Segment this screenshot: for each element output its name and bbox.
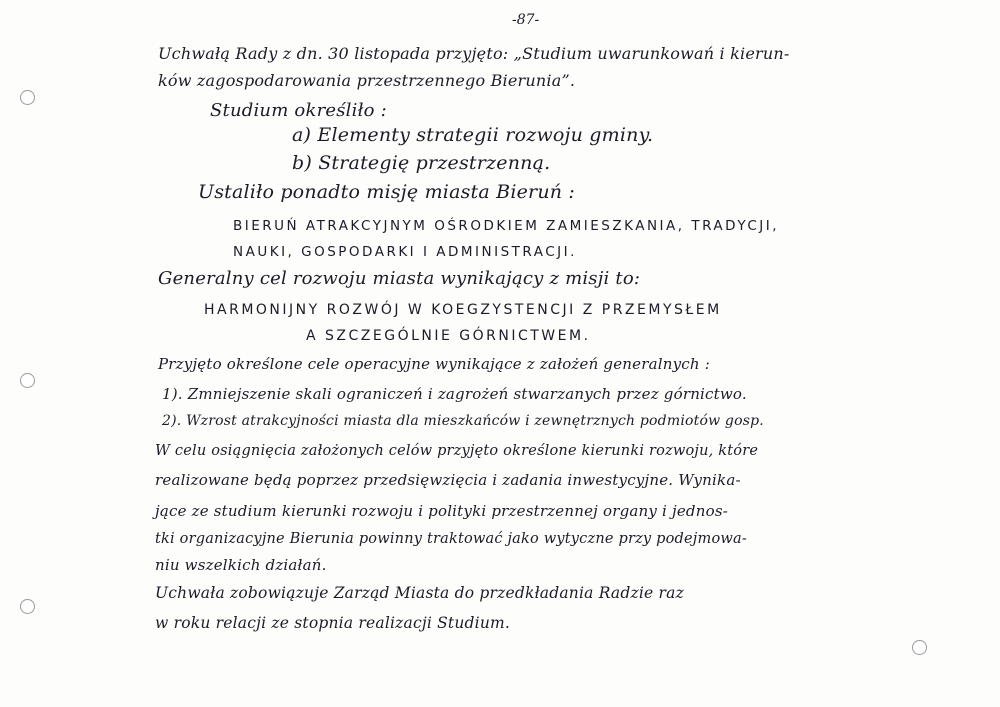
page-number: -87- (512, 12, 540, 28)
operational-goal-1: 1). Zmniejszenie skali ograniczeń i zagrożeń stwarzanych przez górnictwo. (162, 385, 747, 403)
mission-heading: Ustaliło ponadto misję miasta Bieruń : (198, 181, 576, 203)
directions-line-1: W celu osiągnięcia założonych celów przyjęto określone kierunki rozwoju, które (155, 443, 759, 459)
study-item-a: a) Elementy strategii rozwoju gminy. (292, 124, 654, 146)
operational-goals-heading: Przyjęto określone cele operacyjne wynikające z założeń generalnych : (158, 355, 710, 373)
punch-hole-bottom (20, 599, 35, 614)
study-heading: Studium określiło : (210, 100, 387, 121)
operational-goal-2: 2). Wzrost atrakcyjności miasta dla mieszkańców i zewnętrznych podmiotów gosp. (162, 413, 764, 429)
study-item-b: b) Strategię przestrzenną. (292, 152, 551, 174)
mission-line-1: BIERUŃ ATRAKCYJNYM OŚRODKIEM ZAMIESZKANIA, TRADYCJI, (233, 218, 780, 234)
resolution-line-2: ków zagospodarowania przestrzennego Bierunia”. (158, 71, 576, 90)
mission-line-2: NAUKI, GOSPODARKI I ADMINISTRACJI. (233, 244, 577, 260)
directions-line-2: realizowane będą poprzez przedsięwzięcia i zadania inwestycyjne. Wynika- (155, 471, 741, 489)
directions-line-5: niu wszelkich działań. (155, 556, 327, 574)
punch-hole-top (20, 90, 35, 105)
obligation-line-1: Uchwała zobowiązuje Zarząd Miasta do przedkładania Radzie raz (155, 584, 684, 602)
resolution-line-1: Uchwałą Rady z dn. 30 listopada przyjęto: „Studium uwarunkowań i kierun- (158, 44, 790, 63)
directions-line-3: jące ze studium kierunki rozwoju i polityki przestrzennej organy i jednos- (155, 502, 728, 520)
directions-line-4: tki organizacyjne Bierunia powinny traktować jako wytyczne przy podejmowa- (155, 531, 747, 547)
obligation-line-2: w roku relacji ze stopnia realizacji Studium. (155, 614, 511, 632)
goal-line-2: A SZCZEGÓLNIE GÓRNICTWEM. (306, 328, 591, 344)
goal-heading: Generalny cel rozwoju miasta wynikający z misji to: (158, 268, 641, 289)
punch-hole-middle (20, 373, 35, 388)
punch-hole-right (912, 640, 927, 655)
goal-line-1: HARMONIJNY ROZWÓJ W KOEGZYSTENCJI Z PRZEMYSŁEM (204, 302, 722, 318)
